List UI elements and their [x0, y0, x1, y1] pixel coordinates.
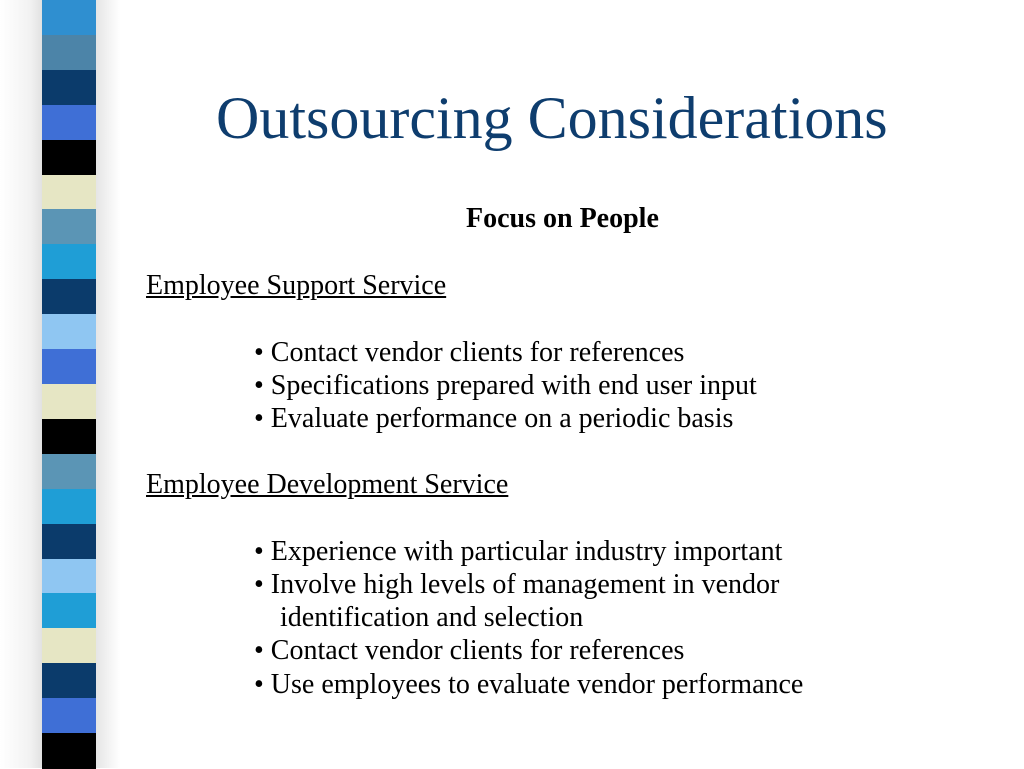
band-stripe	[42, 698, 96, 734]
section-heading-support: Employee Support Service	[146, 270, 447, 301]
band-stripe	[42, 733, 96, 769]
band-stripe	[42, 314, 96, 350]
band-stripe	[42, 209, 96, 245]
band-stripe	[42, 489, 96, 525]
development-bullet-2: • Involve high levels of management in vendor	[254, 569, 780, 600]
band-stripe	[42, 663, 96, 699]
band-stripe	[42, 0, 96, 36]
section-heading-development: Employee Development Service	[146, 469, 509, 500]
band-stripe	[42, 524, 96, 560]
development-bullet-2-continuation: identification and selection	[280, 602, 584, 633]
band-stripe	[42, 175, 96, 211]
band-stripe	[42, 384, 96, 420]
support-bullet-2: • Specifications prepared with end user input	[254, 370, 757, 401]
band-stripe	[42, 70, 96, 106]
band-stripe	[42, 140, 96, 176]
development-bullet-4: • Use employees to evaluate vendor performance	[254, 669, 804, 700]
band-stripe	[42, 628, 96, 664]
support-bullet-1: • Contact vendor clients for references	[254, 337, 685, 368]
development-bullet-3: • Contact vendor clients for references	[254, 635, 685, 666]
support-bullet-3: • Evaluate performance on a periodic basis	[254, 403, 734, 434]
slide-subtitle: Focus on People	[466, 203, 659, 234]
band-stripe	[42, 419, 96, 455]
band-stripe	[42, 244, 96, 280]
band-stripe	[42, 559, 96, 595]
band-stripe	[42, 454, 96, 490]
band-stripe	[42, 35, 96, 71]
band-stripe	[42, 593, 96, 629]
band-stripe	[42, 279, 96, 315]
development-bullet-1: • Experience with particular industry important	[254, 536, 783, 567]
slide-title: Outsourcing Considerations	[216, 85, 888, 151]
band-stripe	[42, 349, 96, 385]
band-stripe	[42, 105, 96, 141]
decorative-stripe-band	[42, 0, 96, 768]
